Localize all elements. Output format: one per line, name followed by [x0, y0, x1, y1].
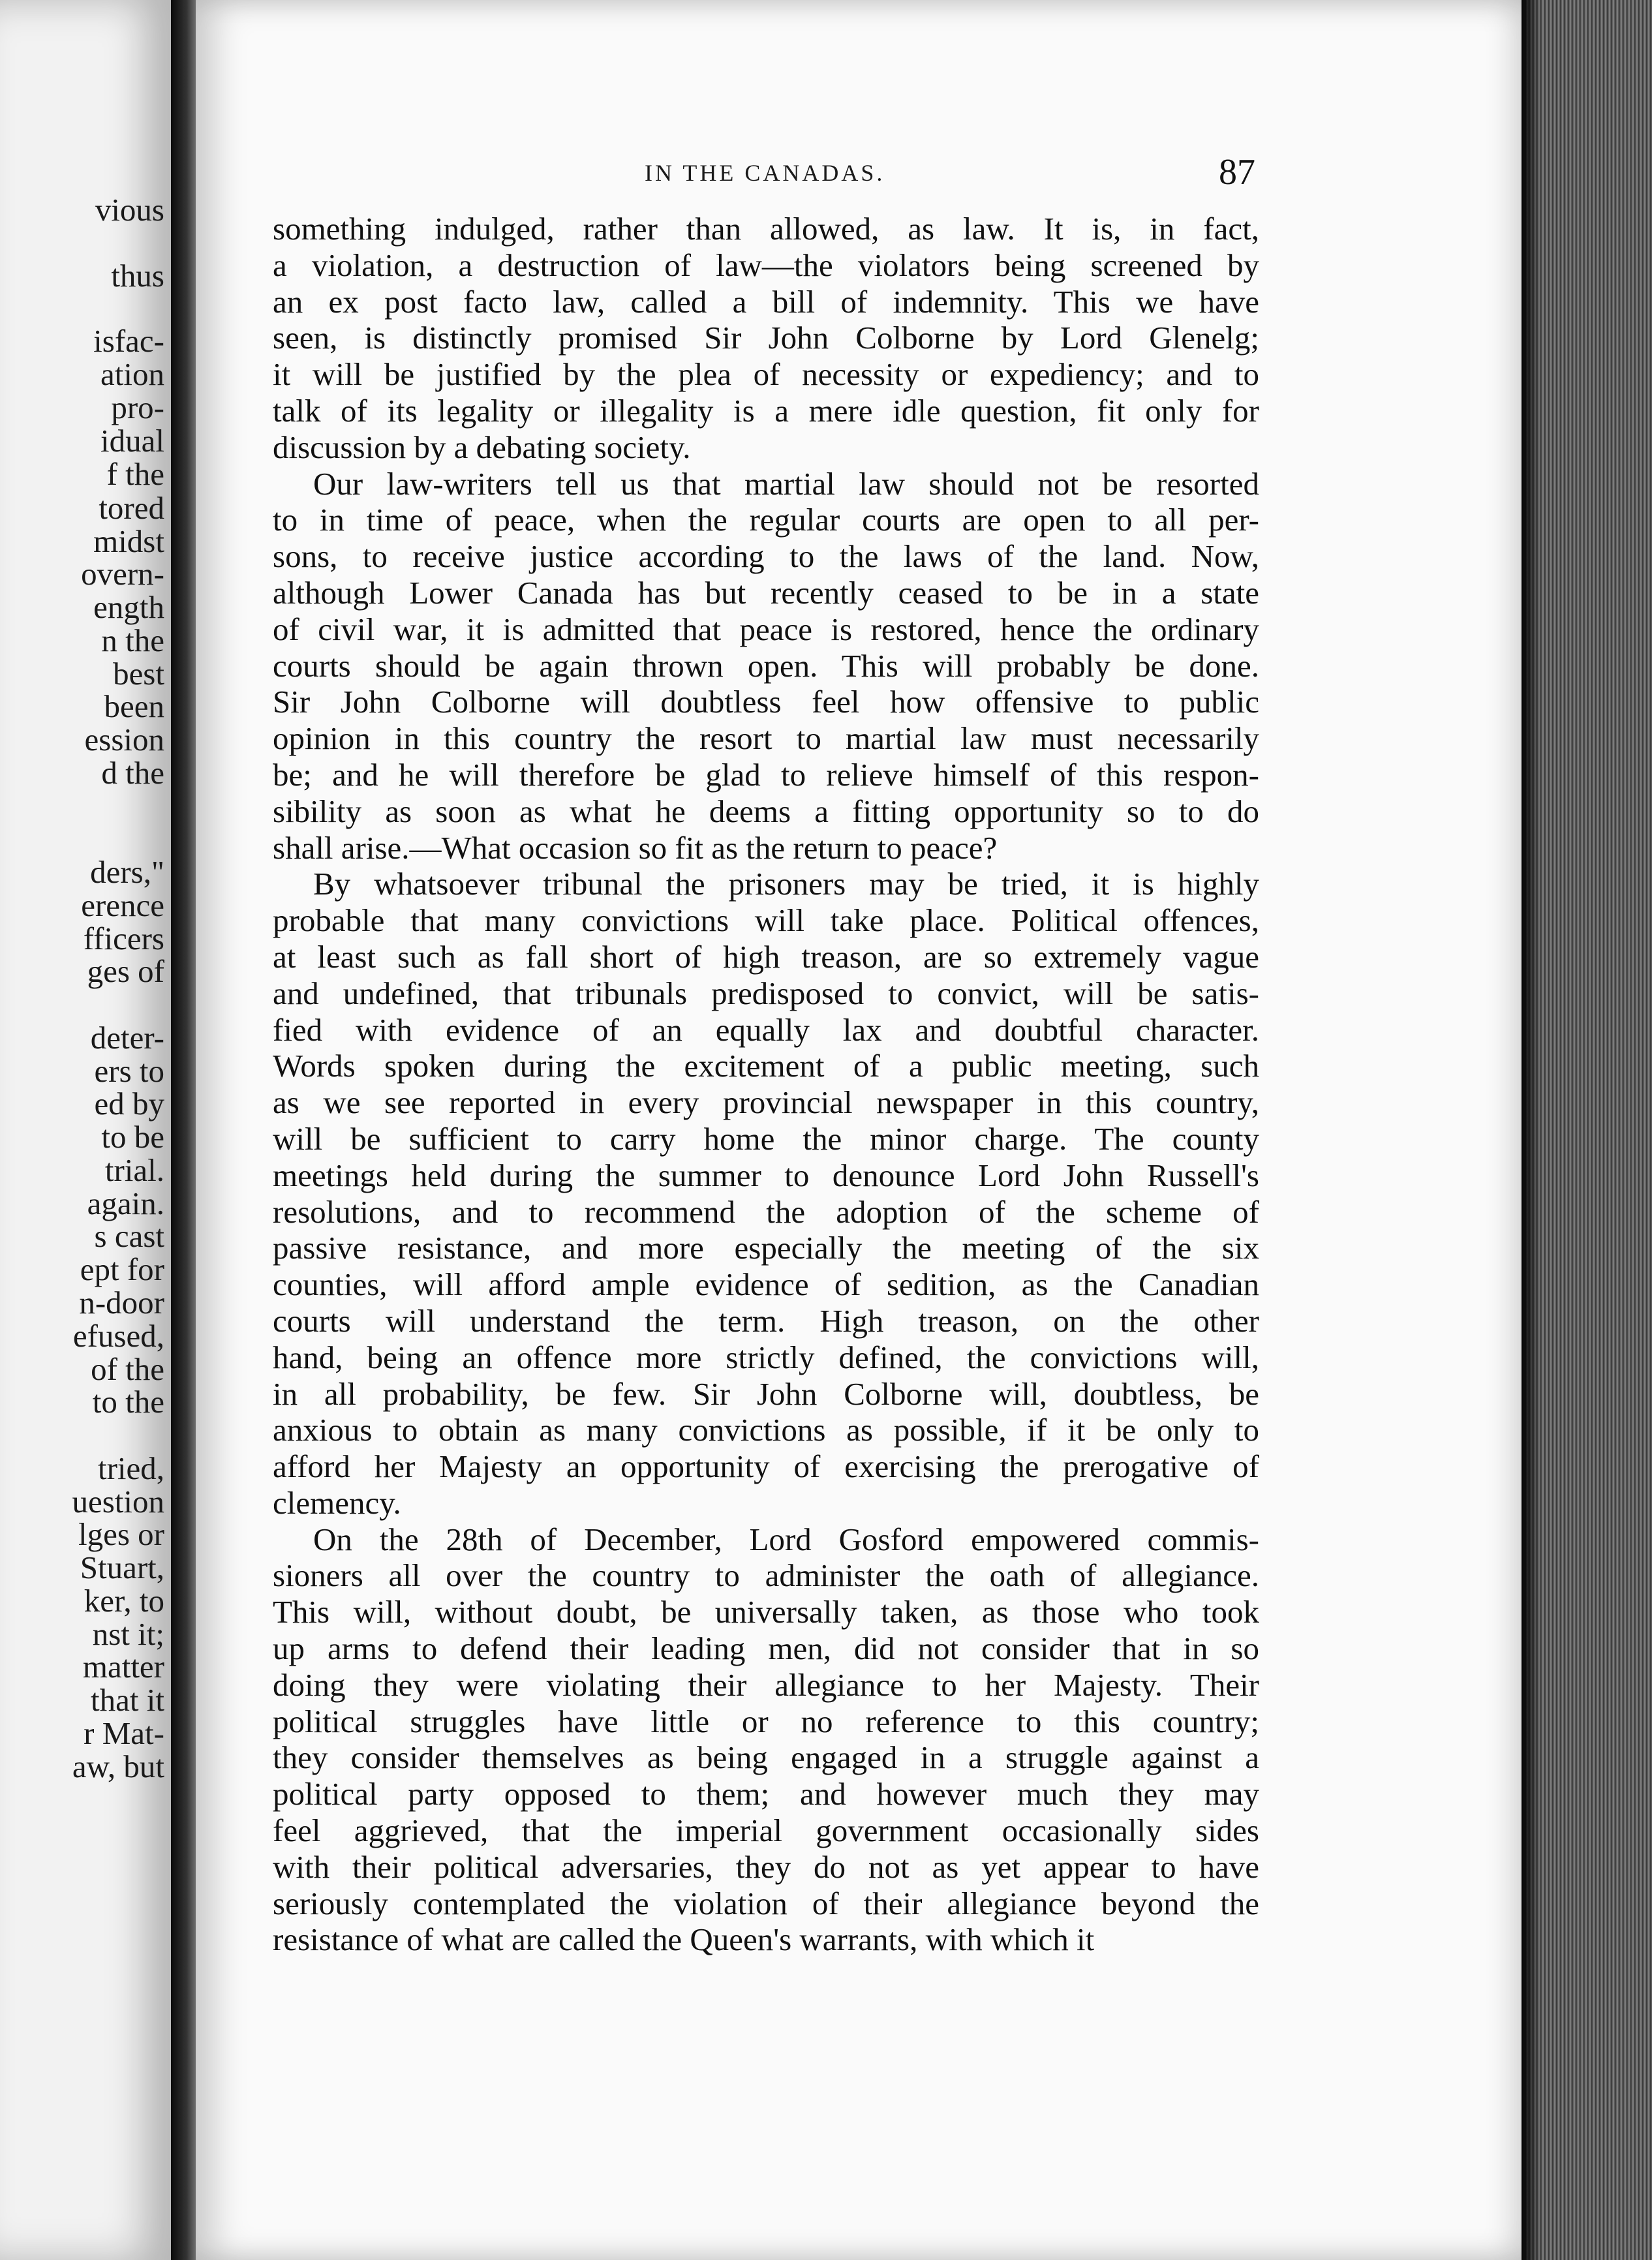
text-line: will be sufficient to carry home the minor charge. The county [273, 1120, 1259, 1157]
left-page-fragment: tored [99, 490, 164, 526]
text-line: political party opposed to them; and however much they may [273, 1776, 1259, 1812]
page-edge-shadow [1522, 0, 1541, 2260]
left-page-fragment: vious [95, 192, 164, 228]
left-page-fragment: d the [101, 755, 164, 791]
left-page-fragment: ders," [90, 854, 164, 890]
left-page-fragment: been [104, 688, 164, 724]
left-page-fragment: uestion [72, 1484, 164, 1519]
left-page-fragment: n the [101, 622, 164, 658]
text-line: courts should be again thrown open. This will probably be done. [273, 647, 1259, 684]
left-page-fragment: to be [101, 1119, 164, 1155]
text-line: Sir John Colborne will doubtless feel how offensive to public [273, 684, 1259, 720]
text-line: in all probability, be few. Sir John Colborne will, doubtless, be [273, 1375, 1259, 1412]
text-line: something indulged, rather than allowed, as law. It is, in fact, [273, 211, 1259, 247]
left-page-fragment: r Mat- [84, 1715, 164, 1751]
text-line: fied with evidence of an equally lax and doubtful character. [273, 1011, 1259, 1048]
text-line: resolutions, and to recommend the adoption of the scheme of [273, 1193, 1259, 1230]
text-line: On the 28th of December, Lord Gosford empowered commis- [313, 1521, 1259, 1557]
left-page-fragment: n-door [79, 1285, 164, 1321]
left-page-fragment: idual [100, 423, 164, 459]
text-line: political struggles have little or no reference to this country; [273, 1703, 1259, 1739]
left-page-fragment: tried, [97, 1450, 164, 1486]
left-page-fragment: lges or [78, 1516, 164, 1552]
text-line: at least such as fall short of high treason, are so extremely vague [273, 938, 1259, 975]
text-line: they consider themselves as being engaged in a struggle against a [273, 1739, 1259, 1776]
left-page-fragment: ker, to [84, 1583, 164, 1619]
left-page-fragment: overn- [81, 556, 164, 592]
left-page-fragment: trial. [104, 1152, 164, 1188]
text-line: sons, to receive justice according to the laws of the land. Now, [273, 538, 1259, 575]
left-facing-page [0, 0, 171, 2260]
text-line: resistance of what are called the Queen's warrants, with which it [273, 1921, 1095, 1958]
left-page-fragment: ers to [94, 1053, 164, 1089]
running-head: IN THE CANADAS. [645, 160, 885, 186]
text-line: sibility as soon as what he deems a fitting opportunity so to do [273, 793, 1259, 829]
text-line: as we see reported in every provincial newspaper in this country, [273, 1084, 1259, 1121]
text-line: to in time of peace, when the regular courts are open to all per- [273, 502, 1259, 538]
text-line: meetings held during the summer to denounce Lord John Russell's [273, 1157, 1259, 1193]
text-line: although Lower Canada has but recently ceased to be in a state [273, 574, 1259, 611]
text-line: talk of its legality or illegality is a mere idle question, fit only for [273, 392, 1259, 429]
left-page-fragment: aw, but [72, 1748, 164, 1784]
left-page-fragment: matter [82, 1649, 164, 1685]
text-line: courts will understand the term. High treason, on the other [273, 1302, 1259, 1339]
left-page-fragment: deter- [90, 1020, 164, 1056]
text-line: a violation, a destruction of law—the violators being screened by [273, 247, 1259, 283]
text-line: counties, will afford ample evidence of sedition, as the Canadian [273, 1266, 1259, 1303]
text-line: hand, being an offence more strictly defined, the convictions will, [273, 1339, 1259, 1375]
left-page-fragment: erence [81, 887, 164, 923]
left-page-fragment: ession [84, 722, 164, 757]
left-page-fragment: fficers [83, 921, 164, 956]
text-line: up arms to defend their leading men, did not consider that in so [273, 1630, 1259, 1667]
left-page-fragment: best [113, 656, 164, 692]
text-line: discussion by a debating society. [273, 429, 691, 465]
text-line: sioners all over the country to administer the oath of allegiance. [273, 1557, 1259, 1594]
text-line: of civil war, it is admitted that peace is restored, hence the ordinary [273, 611, 1259, 647]
text-line: opinion in this country the resort to martial law must necessarily [273, 720, 1259, 757]
text-line: seriously contemplated the violation of their allegiance beyond the [273, 1885, 1259, 1921]
left-page-fragment: ation [100, 356, 164, 392]
left-page-fragment: midst [93, 523, 164, 559]
text-line: doing they were violating their allegiance to her Majesty. Their [273, 1666, 1259, 1703]
text-line: seen, is distinctly promised Sir John Colborne by Lord Glenelg; [273, 320, 1259, 356]
text-line: an ex post facto law, called a bill of indemnity. This we have [273, 283, 1259, 320]
left-page-fragment: ed by [94, 1086, 164, 1122]
left-page-fragment: efused, [72, 1318, 164, 1354]
text-line: afford her Majesty an opportunity of exercising the prerogative of [273, 1448, 1259, 1485]
text-line: clemency. [273, 1484, 401, 1521]
text-line: This will, without doubt, be universally taken, as those who took [273, 1594, 1259, 1630]
left-page-fragment: again. [87, 1185, 164, 1221]
main-page [196, 0, 1522, 2260]
left-page-fragment: to the [92, 1384, 164, 1420]
left-page-fragment: thus [111, 258, 164, 294]
text-line: feel aggrieved, that the imperial government occasionally sides [273, 1812, 1259, 1849]
text-line: By whatsoever tribunal the prisoners may be tried, it is highly [313, 866, 1259, 902]
page-block-edge [1522, 0, 1652, 2260]
page-number: 87 [1219, 152, 1255, 192]
text-line: anxious to obtain as many convictions as possible, if it be only to [273, 1412, 1259, 1448]
text-line: probable that many convictions will take place. Political offences, [273, 902, 1259, 939]
book-gutter [171, 0, 197, 2260]
text-line: shall arise.—What occasion so fit as the return to peace? [273, 829, 998, 866]
text-line: Our law-writers tell us that martial law should not be resorted [313, 465, 1259, 502]
left-page-fragment: Stuart, [80, 1550, 164, 1585]
text-line: Words spoken during the excitement of a public meeting, such [273, 1048, 1259, 1084]
text-line: passive resistance, and more especially the meeting of the six [273, 1230, 1259, 1266]
left-page-fragment: ength [93, 589, 164, 625]
left-page-fragment: s cast [94, 1218, 164, 1254]
left-page-fragment: pro- [111, 389, 164, 425]
left-page-fragment: ges of [87, 953, 164, 989]
text-line: be; and he will therefore be glad to relieve himself of this respon- [273, 756, 1259, 793]
text-line: it will be justified by the plea of necessity or expediency; and to [273, 356, 1259, 393]
left-page-fragment: that it [91, 1682, 164, 1718]
text-line: with their political adversaries, they do not as yet appear to have [273, 1848, 1259, 1885]
body-text [273, 211, 1259, 1958]
left-page-fragment: f the [106, 456, 164, 492]
left-page-fragment: ept for [80, 1251, 164, 1287]
left-page-fragment: nst it; [92, 1616, 164, 1652]
left-page-fragment: of the [91, 1351, 164, 1387]
text-line: and undefined, that tribunals predisposed to convict, will be satis- [273, 975, 1259, 1011]
left-page-fragment: isfac- [93, 323, 164, 359]
